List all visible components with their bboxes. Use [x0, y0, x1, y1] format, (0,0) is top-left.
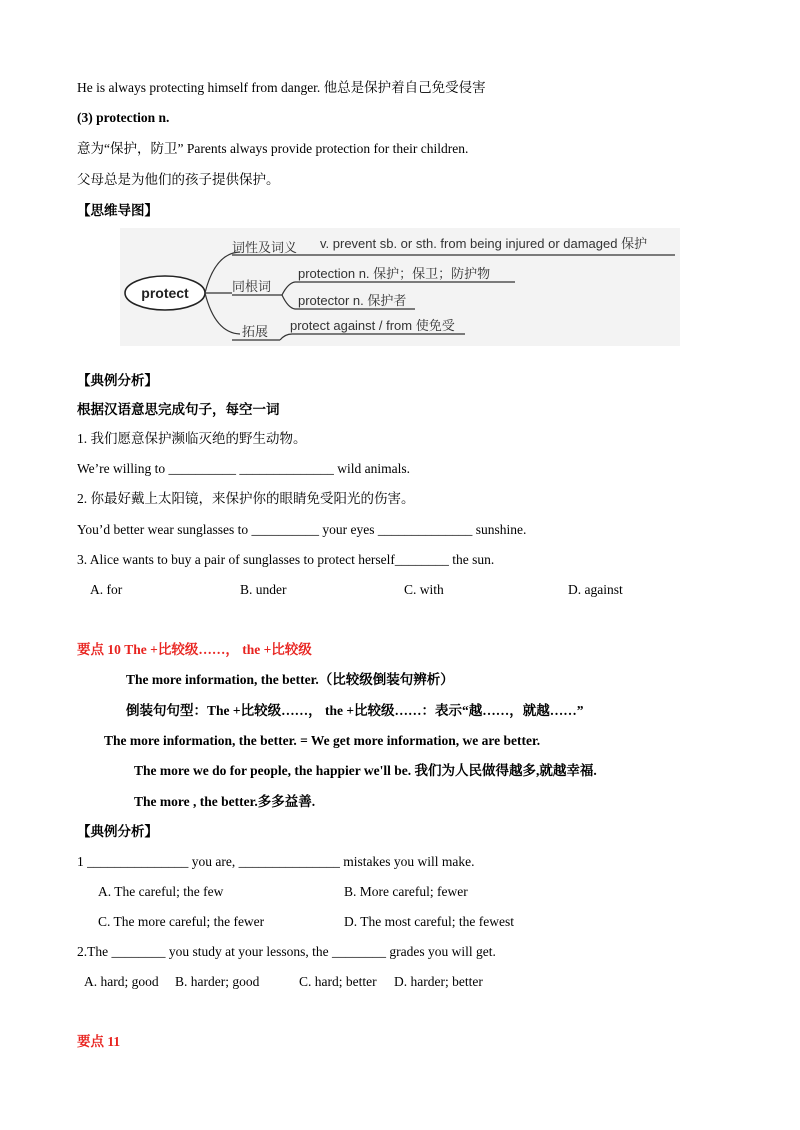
q3-option-a: A. for: [90, 582, 123, 597]
ex2-q2-option-b: B. harder; good: [175, 974, 260, 989]
point11-title: 要点 11: [77, 1034, 121, 1049]
mindmap-leaf-protection: protection n. 保护；保卫；防护物: [298, 266, 491, 281]
protection-meaning: 意为“保护，防卫” Parents always provide protection for their children.: [77, 141, 469, 156]
point10-line1: The more information, the better.（比较级倒装句辨析）: [126, 672, 454, 687]
ex2-q1-option-d: D. The most careful; the fewest: [344, 914, 514, 929]
point10-line3: The more information, the better. = We get more information, we are better.: [104, 733, 541, 748]
ex2-q2-option-c: C. hard; better: [299, 974, 377, 989]
point10-line4: The more we do for people, the happier we'll be. 我们为人民做得越多,就越幸福.: [134, 763, 597, 778]
ex2-q1-option-c: C. The more careful; the fewer: [98, 914, 265, 929]
mindmap-leaf-protector: protector n. 保护者: [298, 293, 407, 308]
ex2-q2: 2.The ________ you study at your lessons, the ________ grades you will get.: [77, 944, 496, 959]
q1-english: We’re willing to __________ ______________ wild animals.: [77, 461, 411, 476]
point10-title: 要点 10 The +比较级……， the +比较级: [77, 642, 312, 657]
mindmap-center-label: protect: [141, 285, 189, 301]
example-sentence-protecting: He is always protecting himself from danger. 他总是保护着自己免受侵害: [77, 80, 486, 95]
mindmap-figure: [120, 228, 680, 346]
ex2-q2-option-d: D. harder; better: [394, 974, 483, 989]
protection-translation: 父母总是为他们的孩子提供保护。: [77, 172, 280, 187]
q3-option-c: C. with: [404, 582, 444, 597]
q2-chinese: 2. 你最好戴上太阳镜，来保护你的眼睛免受阳光的伤害。: [77, 491, 415, 506]
q1-chinese: 1. 我们愿意保护濒临灭绝的野生动物。: [77, 431, 307, 446]
q3-option-d: D. against: [568, 582, 623, 597]
example-heading-2: 【典例分析】: [77, 824, 158, 839]
mindmap-branch-pos: 词性及词义: [232, 240, 298, 255]
q3-question: 3. Alice wants to buy a pair of sunglasses to protect herself________ the sun.: [77, 552, 495, 567]
q2-english: You’d better wear sunglasses to __________ your eyes ______________ sunshine.: [77, 522, 527, 537]
q3-option-b: B. under: [240, 582, 287, 597]
point10-line2: 倒装句句型：The +比较级……， the +比较级……：表示“越……，就越……”: [126, 703, 584, 718]
ex2-q2-option-a: A. hard; good: [84, 974, 159, 989]
example-instruction: 根据汉语意思完成句子，每空一词: [77, 402, 280, 417]
ex2-q1-option-b: B. More careful; fewer: [344, 884, 468, 899]
mindmap-svg: [120, 228, 680, 346]
mindmap-leaf-protect-against: protect against / from 使免受: [290, 318, 455, 333]
ex2-q1: 1 _______________ you are, _______________ mistakes you will make.: [77, 854, 475, 869]
ex2-q1-option-a: A. The careful; the few: [98, 884, 224, 899]
mindmap-branch-cognates: 同根词: [232, 279, 272, 294]
point10-line5: The more , the better.多多益善.: [134, 794, 316, 809]
mindmap-leaf-definition: v. prevent sb. or sth. from being injured or damaged 保护: [320, 236, 648, 251]
mindmap-heading: 【思维导图】: [77, 203, 158, 218]
protection-heading: (3) protection n.: [77, 110, 170, 125]
example-heading-1: 【典例分析】: [77, 373, 158, 388]
mindmap-branch-extension: 拓展: [242, 324, 269, 339]
